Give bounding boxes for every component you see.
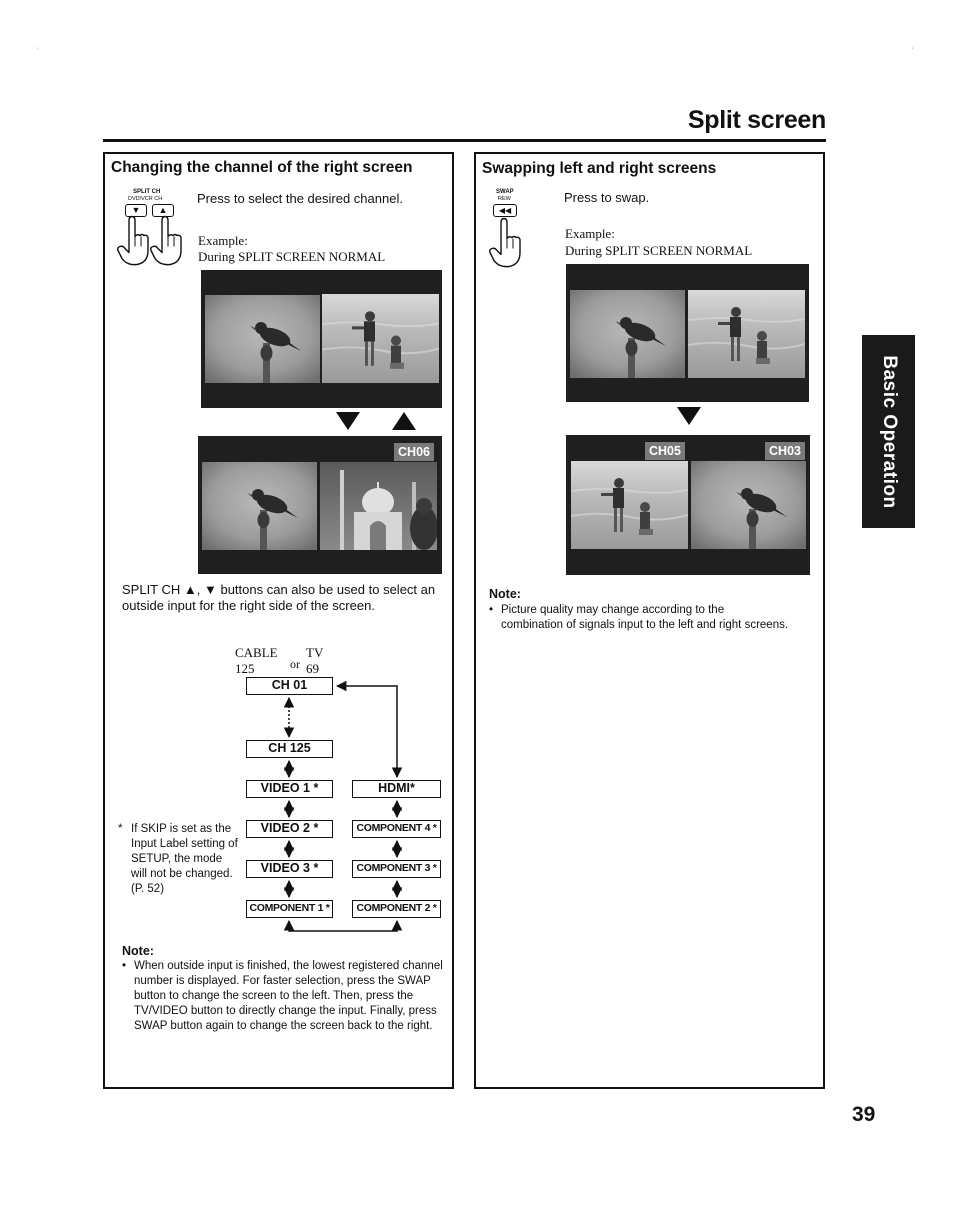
page-number: 39 bbox=[852, 1103, 876, 1126]
remote-label: SWAP bbox=[496, 189, 514, 195]
remote-label: DVD/VCR CH bbox=[128, 196, 163, 202]
left-note-heading: Note: bbox=[122, 944, 154, 958]
left-panel-title: Changing the channel of the right screen bbox=[111, 159, 413, 176]
left-example-text: During SPLIT SCREEN NORMAL bbox=[198, 249, 386, 264]
component-1-box: COMPONENT 1 * bbox=[246, 900, 333, 918]
page-title: Split screen bbox=[687, 106, 826, 134]
right-example-label: Example: bbox=[565, 226, 615, 241]
right-note-text: Picture quality may change according to the combination of signals input to the left and right screens. bbox=[501, 604, 789, 631]
channel-badge: CH06 bbox=[394, 443, 434, 461]
component-2-box: COMPONENT 2 * bbox=[352, 900, 441, 918]
right-note bbox=[489, 603, 789, 633]
right-panel-title: Swapping left and right screens bbox=[482, 160, 717, 177]
rewind-icon: ◀◀ bbox=[498, 206, 512, 215]
tv-label: TV bbox=[306, 645, 324, 660]
video-3-box: VIDEO 3 * bbox=[246, 860, 333, 878]
footnote bbox=[118, 822, 238, 897]
swap-remote-illustration bbox=[487, 189, 547, 277]
right-example-text: During SPLIT SCREEN NORMAL bbox=[565, 243, 753, 258]
footnote-mark: * bbox=[118, 823, 123, 835]
cable-label: CABLE bbox=[235, 645, 278, 660]
or-label: or bbox=[290, 657, 300, 671]
bullet: • bbox=[122, 960, 127, 972]
tv-screen-before-swap bbox=[566, 264, 809, 402]
video-1-box: VIDEO 1 * bbox=[246, 780, 333, 798]
section-tab-label: Basic Operation bbox=[878, 354, 900, 509]
ch-01-box: CH 01 bbox=[246, 677, 333, 695]
footnote-text: If SKIP is set as the Input Label setting of SETUP, the mode will not be changed. (P. 52) bbox=[131, 823, 238, 895]
crop-mark: ' bbox=[912, 48, 914, 54]
crop-mark: ' bbox=[37, 48, 39, 54]
down-triangle-icon bbox=[676, 406, 702, 426]
right-instruction: Press to swap. bbox=[564, 190, 650, 205]
right-picture bbox=[688, 290, 805, 378]
remote-label: REW bbox=[498, 196, 511, 202]
tv-number: 69 bbox=[306, 661, 319, 676]
hdmi-box: HDMI* bbox=[352, 780, 441, 798]
video-2-box: VIDEO 2 * bbox=[246, 820, 333, 838]
cable-number: 125 bbox=[235, 661, 255, 676]
channel-badge-left: CH05 bbox=[645, 442, 685, 460]
tv-screen-after-swap bbox=[566, 435, 810, 575]
split-ch-description: SPLIT CH ▲, ▼ buttons can also be used to select an outside input for the right side of the screen. bbox=[122, 582, 436, 613]
remote-label: SPLIT CH bbox=[133, 189, 161, 195]
left-example-label: Example: bbox=[198, 233, 248, 248]
pressing-hand-icon bbox=[487, 215, 525, 270]
left-note-text: When outside input is finished, the lowest registered channel number is displayed. For faster selection, press the SWAP button to change the screen to the left. Then, press the TV/VIDEO button to directly change the input. Finally, press SWAP button again to change the screen back to the right. bbox=[134, 960, 443, 1032]
right-picture bbox=[691, 461, 806, 549]
ch-125-box: CH 125 bbox=[246, 740, 333, 758]
left-instruction: Press to select the desired channel. bbox=[197, 191, 403, 206]
bullet: • bbox=[489, 604, 494, 616]
component-4-box: COMPONENT 4 * bbox=[352, 820, 441, 838]
left-note bbox=[122, 959, 446, 1034]
component-3-box: COMPONENT 3 * bbox=[352, 860, 441, 878]
up-arrow-icon: ▲ bbox=[158, 205, 168, 215]
channel-badge-right: CH03 bbox=[765, 442, 805, 460]
down-arrow-icon: ▼ bbox=[131, 205, 141, 215]
left-picture bbox=[571, 461, 688, 549]
left-picture bbox=[570, 290, 685, 378]
right-note-heading: Note: bbox=[489, 587, 521, 601]
